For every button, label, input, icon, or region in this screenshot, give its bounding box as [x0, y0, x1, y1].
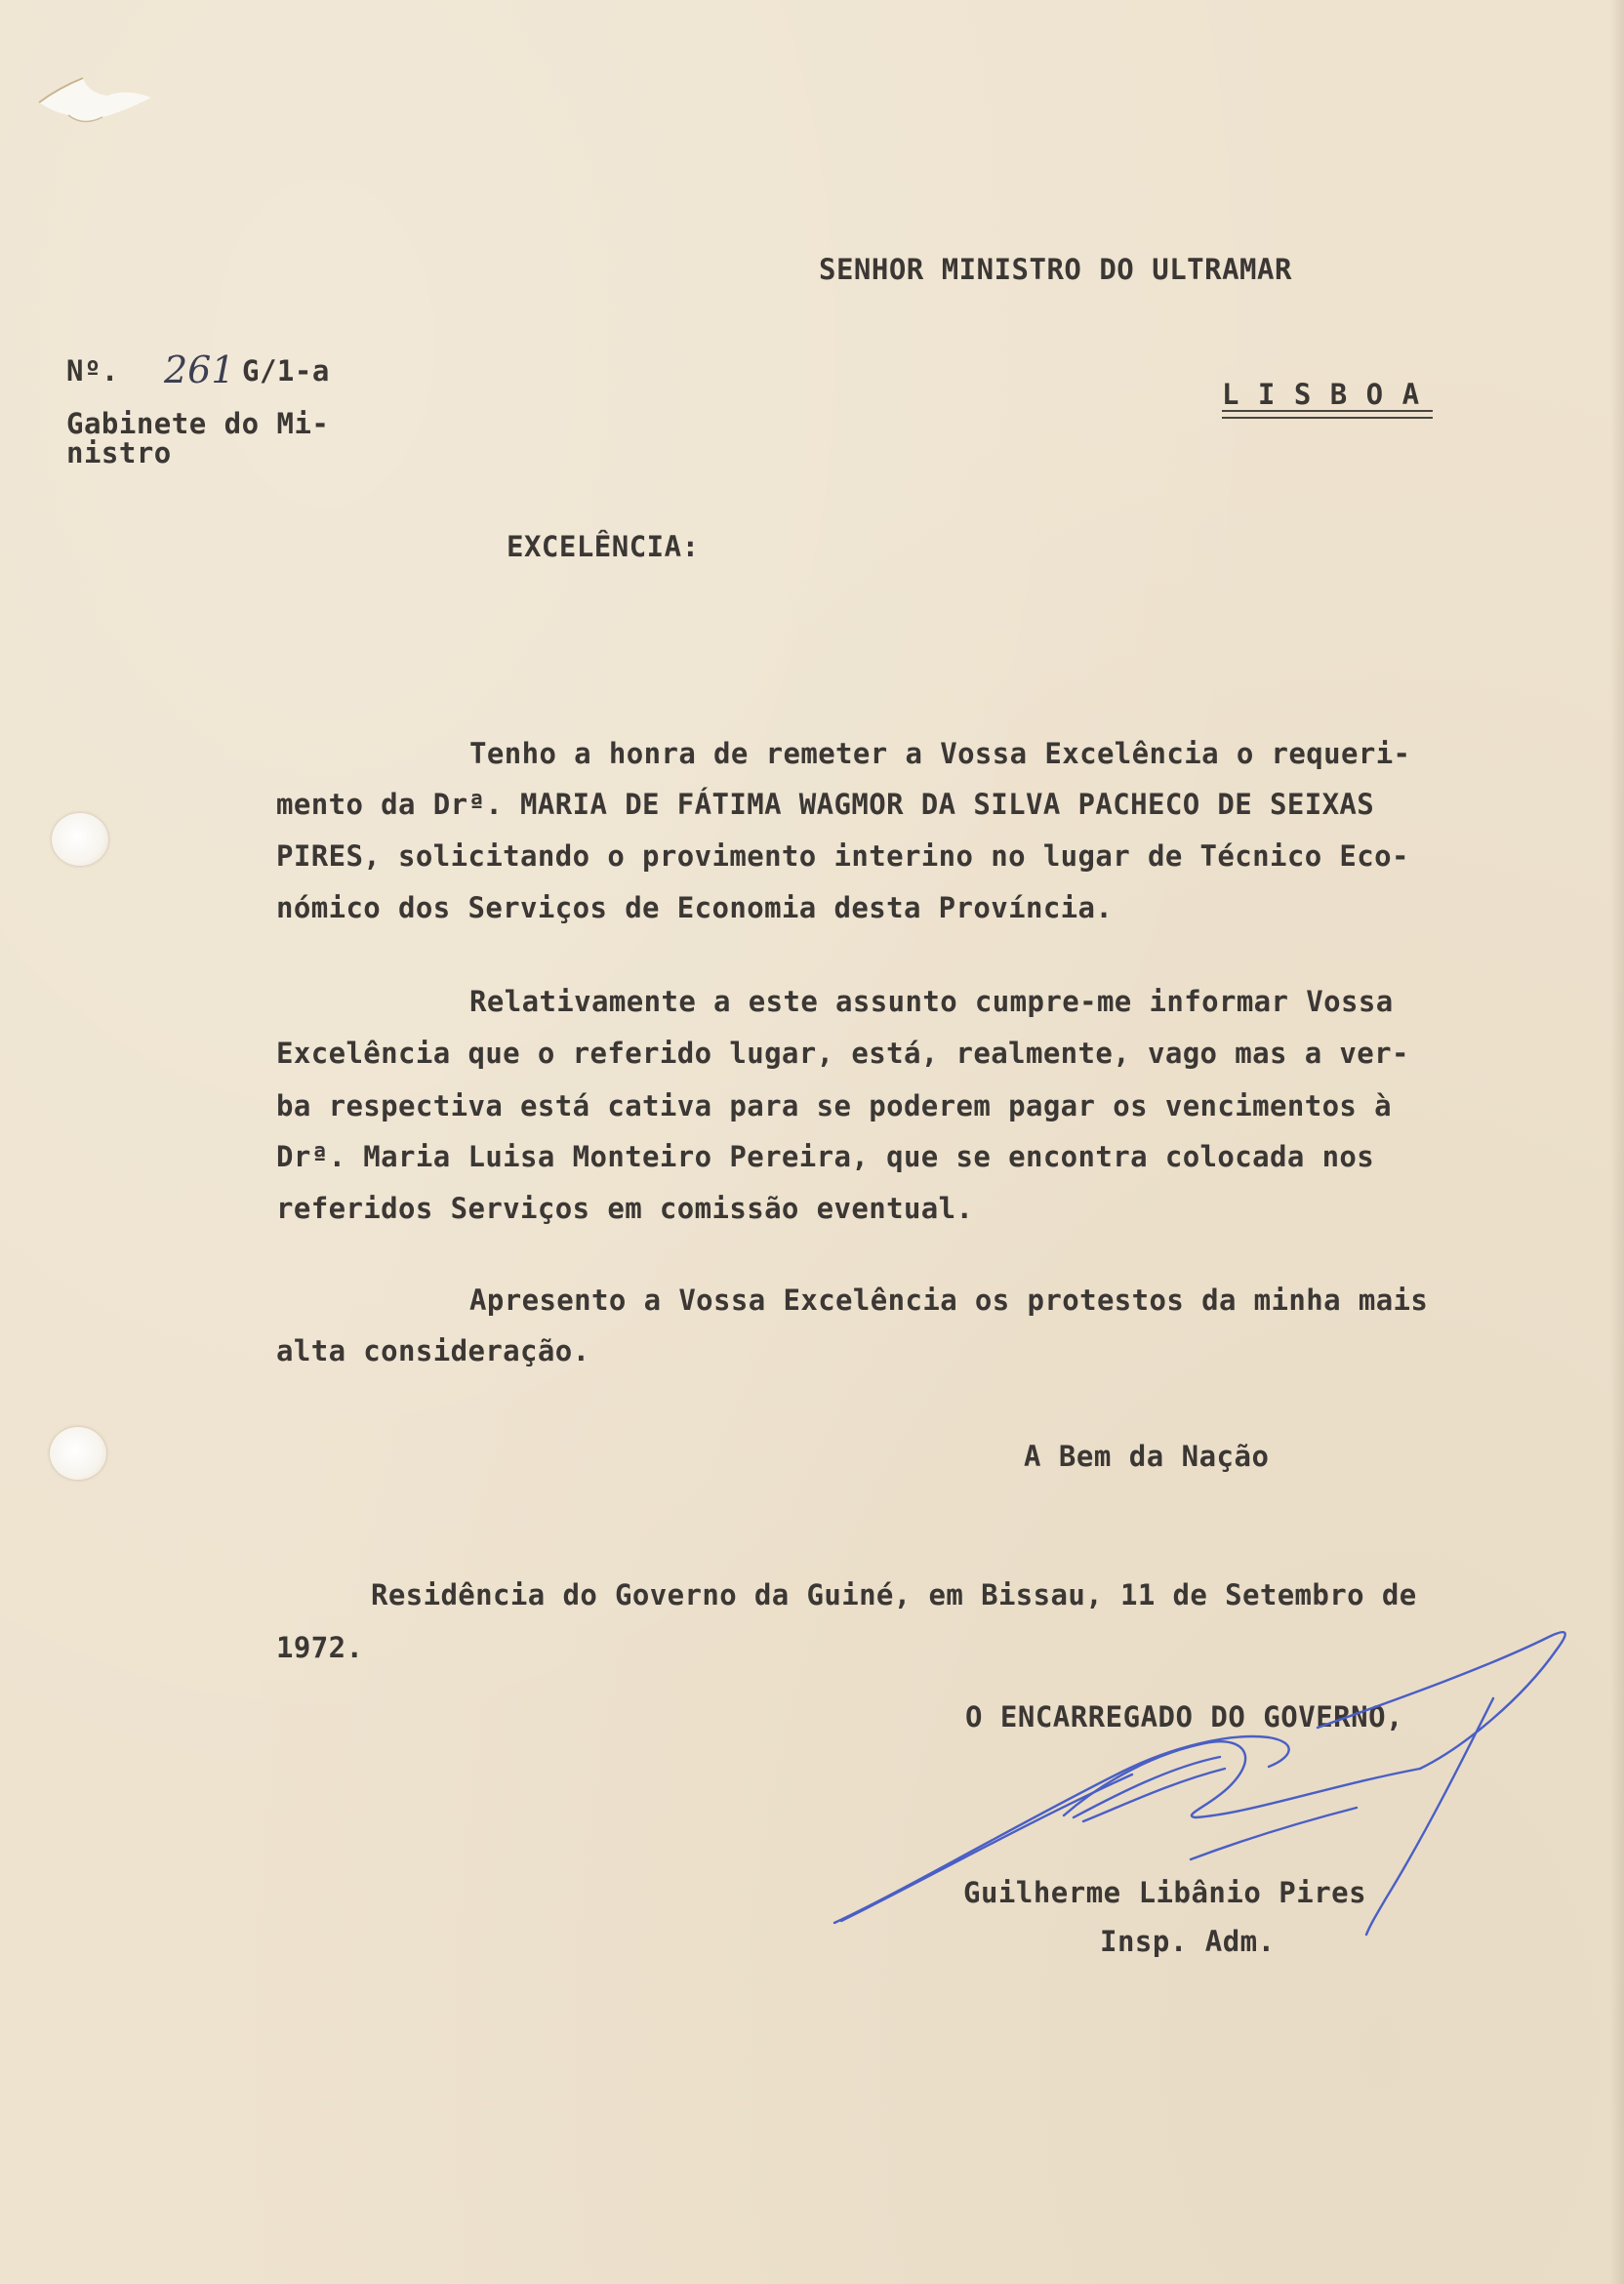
paragraph-1-line-4: nómico dos Serviços de Economia desta Província. [276, 891, 1114, 924]
reference-code: G/1-a [242, 354, 330, 387]
closing-motto: A Bem da Nação [1024, 1440, 1270, 1473]
paragraph-1-line-2: mento da Drª. MARIA DE FÁTIMA WAGMOR DA SILVA PACHECO DE SEIXAS [276, 788, 1375, 821]
torn-corner-mark [29, 59, 166, 137]
signatory-title: O ENCARREGADO DO GOVERNO, [965, 1700, 1403, 1733]
signatory-role: Insp. Adm. [1100, 1925, 1276, 1958]
paragraph-3-line-2: alta consideração. [276, 1334, 590, 1367]
paragraph-1-line-3: PIRES, solicitando o provimento interino no lugar de Técnico Eco- [276, 839, 1409, 873]
destination-city: L I S B O A [1222, 378, 1421, 411]
paragraph-2-line-3: ba respectiva está cativa para se poderem pagar os vencimentos à [276, 1089, 1393, 1122]
reference-prefix: Nº. [66, 354, 119, 387]
office-line-1: Gabinete do Mi- [66, 407, 330, 440]
addressee-line: SENHOR MINISTRO DO ULTRAMAR [819, 253, 1292, 286]
punch-hole-upper [52, 813, 108, 866]
paragraph-2-line-1: Relativamente a este assunto cumpre-me informar Vossa [469, 985, 1394, 1018]
paragraph-3-line-1: Apresento a Vossa Excelência os protestos da minha mais [469, 1284, 1429, 1317]
paragraph-2-line-4: Drª. Maria Luisa Monteiro Pereira, que se encontra colocada nos [276, 1140, 1375, 1173]
city-double-underline [1222, 410, 1433, 419]
office-line-2: nistro [66, 436, 172, 469]
place-date-line-1: Residência do Governo da Guiné, em Bissau, 11 de Setembro de [371, 1578, 1417, 1611]
paragraph-2-line-5: referidos Serviços em comissão eventual. [276, 1192, 974, 1225]
punch-hole-lower [50, 1427, 106, 1480]
paragraph-2-line-2: Excelência que o referido lugar, está, realmente, vago mas a ver- [276, 1037, 1409, 1070]
salutation: EXCELÊNCIA: [507, 530, 700, 563]
place-date-line-2: 1972. [276, 1631, 364, 1664]
reference-number-handwritten: 261 [164, 348, 235, 391]
paper-right-edge-shadow [1610, 0, 1624, 2284]
signatory-name: Guilherme Libânio Pires [963, 1876, 1367, 1909]
paragraph-1-line-1: Tenho a honra de remeter a Vossa Excelência o requeri- [469, 737, 1411, 770]
